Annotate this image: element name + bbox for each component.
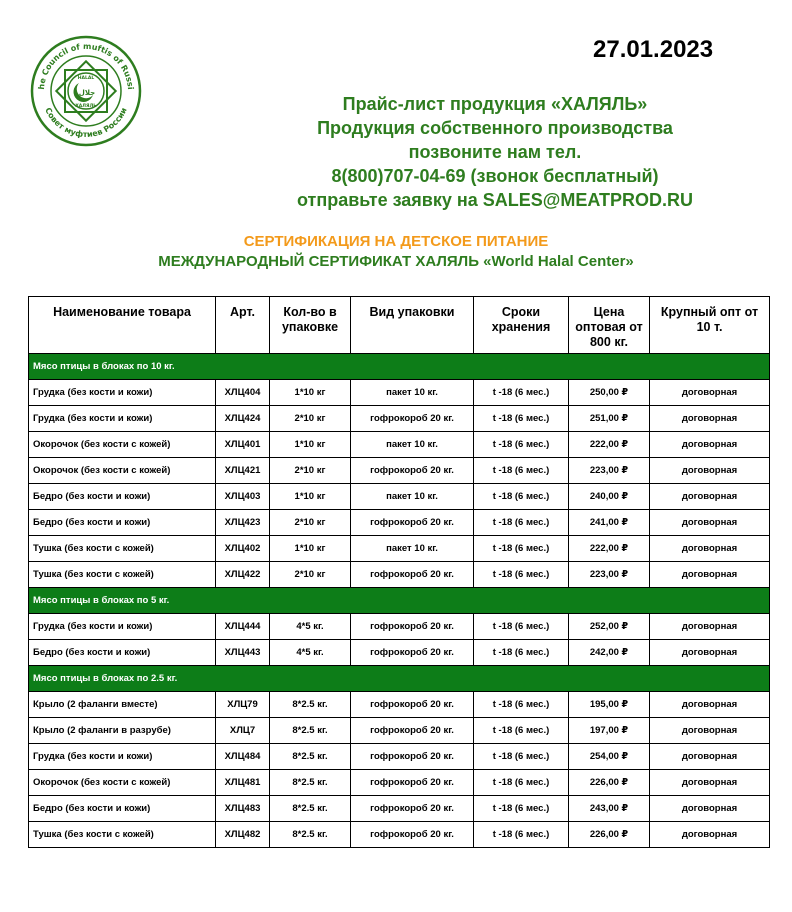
- table-row: [29, 406, 770, 432]
- header-email: отправьте заявку на SALES@MEATPROD.RU: [296, 190, 694, 210]
- col-header-storage: Сроки хранения: [474, 297, 569, 354]
- cell-price: 195,00 ₽: [569, 692, 650, 718]
- header-subtitle: Продукция собственного производства: [317, 118, 673, 138]
- table-row: [29, 510, 770, 536]
- cell-bulk: договорная: [650, 822, 770, 848]
- cell-article: ХЛЦ403: [216, 484, 270, 510]
- svg-text:حلال: حلال: [78, 89, 96, 97]
- cell-price: 223,00 ₽: [569, 562, 650, 588]
- cell-article: ХЛЦ484: [216, 744, 270, 770]
- cell-article: ХЛЦ401: [216, 432, 270, 458]
- cell-article: ХЛЦ443: [216, 640, 270, 666]
- cell-qty: 2*10 кг: [270, 510, 351, 536]
- cell-packaging: гофрокороб 20 кг.: [351, 406, 474, 432]
- section-title: Мясо птицы в блоках по 2.5 кг.: [29, 666, 770, 692]
- table-row: [29, 536, 770, 562]
- svg-text:ХАЛЯЛЬ: ХАЛЯЛЬ: [75, 104, 97, 109]
- cell-qty: 4*5 кг.: [270, 614, 351, 640]
- cert-international: МЕЖДУНАРОДНЫЙ СЕРТИФИКАТ ХАЛЯЛЬ «World Halal Center»: [158, 253, 634, 270]
- cert-kids: СЕРТИФИКАЦИЯ НА ДЕТСКОЕ ПИТАНИЕ: [243, 233, 549, 250]
- cell-bulk: договорная: [650, 406, 770, 432]
- cell-price: 226,00 ₽: [569, 770, 650, 796]
- cell-packaging: гофрокороб 20 кг.: [351, 458, 474, 484]
- section-title: Мясо птицы в блоках по 5 кг.: [29, 588, 770, 614]
- cell-packaging: пакет 10 кг.: [351, 380, 474, 406]
- cell-article: ХЛЦ423: [216, 510, 270, 536]
- cell-article: ХЛЦ481: [216, 770, 270, 796]
- section-title: Мясо птицы в блоках по 10 кг.: [29, 354, 770, 380]
- cell-article: ХЛЦ402: [216, 536, 270, 562]
- cell-article: ХЛЦ482: [216, 822, 270, 848]
- cell-name: Окорочок (без кости с кожей): [29, 458, 216, 484]
- cell-name: Тушка (без кости с кожей): [29, 562, 216, 588]
- col-header-article: Арт.: [216, 297, 270, 354]
- cell-packaging: гофрокороб 20 кг.: [351, 744, 474, 770]
- cell-qty: 2*10 кг: [270, 406, 351, 432]
- cell-name: Крыло (2 фаланги в разрубе): [29, 718, 216, 744]
- table-row: [29, 432, 770, 458]
- cell-qty: 2*10 кг: [270, 458, 351, 484]
- cell-qty: 4*5 кг.: [270, 640, 351, 666]
- cell-storage: t -18 (6 мес.): [474, 640, 569, 666]
- cell-bulk: договорная: [650, 744, 770, 770]
- col-header-price: Цена оптовая от 800 кг.: [569, 297, 650, 354]
- cell-price: 222,00 ₽: [569, 432, 650, 458]
- cell-qty: 8*2.5 кг.: [270, 718, 351, 744]
- cell-price: 226,00 ₽: [569, 822, 650, 848]
- cell-bulk: договорная: [650, 796, 770, 822]
- col-header-qty: Кол-во в упаковке: [270, 297, 351, 354]
- section-header-row: [29, 666, 770, 692]
- cell-bulk: договорная: [650, 432, 770, 458]
- cell-storage: t -18 (6 мес.): [474, 718, 569, 744]
- table-row: [29, 718, 770, 744]
- cell-price: 243,00 ₽: [569, 796, 650, 822]
- cell-qty: 2*10 кг: [270, 562, 351, 588]
- cell-storage: t -18 (6 мес.): [474, 406, 569, 432]
- svg-text:HALAL: HALAL: [77, 76, 95, 81]
- section-header-row: [29, 354, 770, 380]
- svg-text:The Council of muftis of Russi: he Council of muftis of Russi: [36, 41, 135, 90]
- cell-bulk: договорная: [650, 510, 770, 536]
- cell-storage: t -18 (6 мес.): [474, 458, 569, 484]
- cell-price: 241,00 ₽: [569, 510, 650, 536]
- cell-name: Грудка (без кости и кожи): [29, 614, 216, 640]
- cell-bulk: договорная: [650, 718, 770, 744]
- cell-packaging: гофрокороб 20 кг.: [351, 692, 474, 718]
- cell-bulk: договорная: [650, 614, 770, 640]
- table-row: [29, 744, 770, 770]
- document-date: 27.01.2023: [593, 36, 714, 63]
- table-row: [29, 562, 770, 588]
- cell-name: Бедро (без кости и кожи): [29, 510, 216, 536]
- cell-qty: 8*2.5 кг.: [270, 744, 351, 770]
- cell-packaging: гофрокороб 20 кг.: [351, 640, 474, 666]
- cell-article: ХЛЦ421: [216, 458, 270, 484]
- svg-text:Совет муфтиев России: Совет муфтиев России: [43, 106, 129, 140]
- cell-packaging: гофрокороб 20 кг.: [351, 718, 474, 744]
- cell-price: 251,00 ₽: [569, 406, 650, 432]
- col-header-name: Наименование товара: [29, 297, 216, 354]
- cell-name: Грудка (без кости и кожи): [29, 744, 216, 770]
- header-title: Прайс-лист продукция «ХАЛЯЛЬ»: [342, 94, 648, 114]
- cell-packaging: гофрокороб 20 кг.: [351, 510, 474, 536]
- table-row: [29, 614, 770, 640]
- section-header-row: [29, 588, 770, 614]
- table-body: [29, 354, 770, 848]
- cell-qty: 1*10 кг: [270, 380, 351, 406]
- col-header-bulk: Крупный опт от 10 т.: [650, 297, 770, 354]
- cell-bulk: договорная: [650, 692, 770, 718]
- cell-bulk: договорная: [650, 484, 770, 510]
- cell-article: ХЛЦ422: [216, 562, 270, 588]
- cell-storage: t -18 (6 мес.): [474, 822, 569, 848]
- cell-packaging: пакет 10 кг.: [351, 484, 474, 510]
- table-row: [29, 640, 770, 666]
- cell-price: 197,00 ₽: [569, 718, 650, 744]
- cell-qty: 8*2.5 кг.: [270, 822, 351, 848]
- cell-storage: t -18 (6 мес.): [474, 380, 569, 406]
- cell-packaging: гофрокороб 20 кг.: [351, 796, 474, 822]
- table-row: [29, 796, 770, 822]
- cell-price: 242,00 ₽: [569, 640, 650, 666]
- table-row: [29, 692, 770, 718]
- price-list-header: [160, 92, 792, 212]
- cell-price: 240,00 ₽: [569, 484, 650, 510]
- table-row: [29, 458, 770, 484]
- cell-name: Бедро (без кости и кожи): [29, 640, 216, 666]
- cell-name: Крыло (2 фаланги вместе): [29, 692, 216, 718]
- cell-storage: t -18 (6 мес.): [474, 614, 569, 640]
- cell-name: Тушка (без кости с кожей): [29, 536, 216, 562]
- col-header-packaging: Вид упаковки: [351, 297, 474, 354]
- cell-storage: t -18 (6 мес.): [474, 536, 569, 562]
- cell-packaging: гофрокороб 20 кг.: [351, 562, 474, 588]
- cell-price: 223,00 ₽: [569, 458, 650, 484]
- cell-bulk: договорная: [650, 640, 770, 666]
- cell-bulk: договорная: [650, 458, 770, 484]
- cell-article: ХЛЦ404: [216, 380, 270, 406]
- cell-storage: t -18 (6 мес.): [474, 744, 569, 770]
- cell-article: ХЛЦ483: [216, 796, 270, 822]
- cell-name: Грудка (без кости и кожи): [29, 380, 216, 406]
- cell-bulk: договорная: [650, 562, 770, 588]
- cell-price: 250,00 ₽: [569, 380, 650, 406]
- cell-bulk: договорная: [650, 380, 770, 406]
- cell-storage: t -18 (6 мес.): [474, 562, 569, 588]
- cell-storage: t -18 (6 мес.): [474, 770, 569, 796]
- cell-bulk: договорная: [650, 770, 770, 796]
- header-call: позвоните нам тел.: [408, 142, 582, 162]
- cell-packaging: пакет 10 кг.: [351, 536, 474, 562]
- cell-price: 222,00 ₽: [569, 536, 650, 562]
- cell-qty: 8*2.5 кг.: [270, 770, 351, 796]
- cell-storage: t -18 (6 мес.): [474, 510, 569, 536]
- table-row: [29, 380, 770, 406]
- cell-packaging: пакет 10 кг.: [351, 432, 474, 458]
- cell-storage: t -18 (6 мес.): [474, 432, 569, 458]
- cell-name: Окорочок (без кости с кожей): [29, 770, 216, 796]
- cell-article: ХЛЦ79: [216, 692, 270, 718]
- cell-name: Грудка (без кости и кожи): [29, 406, 216, 432]
- cell-packaging: гофрокороб 20 кг.: [351, 614, 474, 640]
- cell-packaging: гофрокороб 20 кг.: [351, 822, 474, 848]
- cell-qty: 8*2.5 кг.: [270, 796, 351, 822]
- table-row: [29, 822, 770, 848]
- cell-storage: t -18 (6 мес.): [474, 796, 569, 822]
- cell-article: ХЛЦ424: [216, 406, 270, 432]
- cell-price: 252,00 ₽: [569, 614, 650, 640]
- table-header-row: [29, 297, 770, 354]
- cell-name: Бедро (без кости и кожи): [29, 484, 216, 510]
- cell-bulk: договорная: [650, 536, 770, 562]
- table-row: [29, 770, 770, 796]
- cell-article: ХЛЦ7: [216, 718, 270, 744]
- price-table: [28, 296, 770, 848]
- cell-packaging: гофрокороб 20 кг.: [351, 770, 474, 796]
- cell-name: Бедро (без кости и кожи): [29, 796, 216, 822]
- cell-storage: t -18 (6 мес.): [474, 484, 569, 510]
- cell-qty: 1*10 кг: [270, 484, 351, 510]
- cell-qty: 1*10 кг: [270, 536, 351, 562]
- cell-storage: t -18 (6 мес.): [474, 692, 569, 718]
- cell-price: 254,00 ₽: [569, 744, 650, 770]
- table-row: [29, 484, 770, 510]
- cell-name: Тушка (без кости с кожей): [29, 822, 216, 848]
- halal-seal-logo: [30, 35, 142, 147]
- cell-name: Окорочок (без кости с кожей): [29, 432, 216, 458]
- cell-qty: 1*10 кг: [270, 432, 351, 458]
- halal-seal-icon: [30, 35, 142, 147]
- cell-article: ХЛЦ444: [216, 614, 270, 640]
- cell-qty: 8*2.5 кг.: [270, 692, 351, 718]
- header-phone: 8(800)707-04-69 (звонок бесплатный): [331, 166, 659, 186]
